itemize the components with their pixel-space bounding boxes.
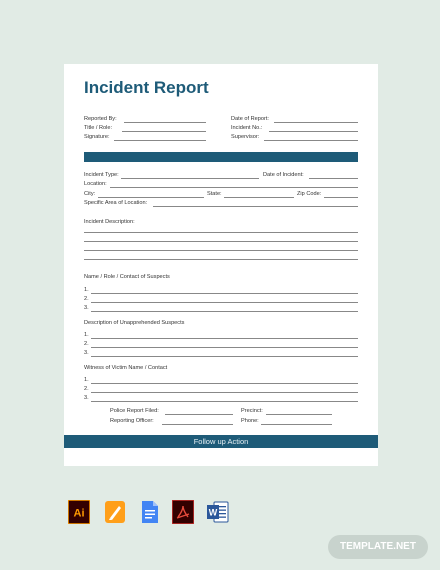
city-label: City: [84,191,96,197]
incident-type-label: Incident Type: [84,172,119,178]
signature-line[interactable] [114,140,206,141]
police-report-filed-label: Police Report Filed: [110,408,159,414]
description-line[interactable] [84,250,358,251]
suspect-line[interactable] [91,302,358,303]
list-number: 2. [84,296,89,302]
phone-label: Phone: [241,418,259,424]
section-bar [84,152,358,162]
zip-code-line[interactable] [324,197,358,198]
illustrator-icon[interactable] [68,500,90,524]
list-number: 3. [84,350,89,356]
date-of-report-line[interactable] [274,122,358,123]
svg-text:W: W [208,507,218,518]
suspect-line[interactable] [91,311,358,312]
title-role-label: Title / Role: [84,125,113,131]
location-label: Location: [84,181,107,187]
incident-description-label: Incident Description: [84,219,135,225]
list-number: 3. [84,395,89,401]
reporting-officer-label: Reporting Officer: [110,418,154,424]
supervisor-label: Supervisor: [231,134,260,140]
list-number: 3. [84,305,89,311]
unapprehended-label: Description of Unapprehended Suspects [84,320,185,326]
pdf-icon[interactable] [172,500,194,524]
pages-icon[interactable] [104,500,126,524]
specific-area-label: Specific Area of Location: [84,200,148,206]
reported-by-line[interactable] [124,122,206,123]
date-of-report-label: Date of Report: [231,116,269,122]
incident-no-label: Incident No.: [231,125,263,131]
word-icon[interactable] [206,500,228,524]
title-role-line[interactable] [122,131,206,132]
suspects-label: Name / Role / Contact of Suspects [84,274,170,280]
list-number: 1. [84,377,89,383]
list-number: 1. [84,287,89,293]
svg-text:Ai: Ai [73,507,85,520]
witness-line[interactable] [91,392,358,393]
witness-label: Witness of Victim Name / Contact [84,365,168,371]
supervisor-line[interactable] [264,140,358,141]
description-line[interactable] [84,232,358,233]
location-line[interactable] [110,187,358,188]
date-of-incident-line[interactable] [309,178,358,179]
precinct-line[interactable] [266,414,332,415]
unapprehended-line[interactable] [91,338,358,339]
state-label: State: [207,191,222,197]
template-net-badge[interactable]: TEMPLATE.NET [328,535,428,559]
incident-no-line[interactable] [269,131,358,132]
date-of-incident-label: Date of Incident: [263,172,304,178]
report-document [64,64,378,466]
page-title: Incident Report [84,78,209,97]
signature-label: Signature: [84,134,110,140]
list-number: 2. [84,386,89,392]
witness-line[interactable] [91,401,358,402]
follow-up-action-bar: Follow up Action [64,435,378,448]
state-line[interactable] [224,197,294,198]
incident-type-line[interactable] [121,178,259,179]
zip-code-label: Zip Code: [297,191,322,197]
police-report-filed-line[interactable] [165,414,233,415]
list-number: 1. [84,332,89,338]
reporting-officer-line[interactable] [162,424,233,425]
description-line[interactable] [84,259,358,260]
city-line[interactable] [98,197,204,198]
specific-area-line[interactable] [153,206,358,207]
description-line[interactable] [84,241,358,242]
list-number: 2. [84,341,89,347]
suspect-line[interactable] [91,293,358,294]
reported-by-label: Reported By: [84,116,117,122]
phone-line[interactable] [261,424,332,425]
witness-line[interactable] [91,383,358,384]
google-docs-icon[interactable] [139,500,161,524]
unapprehended-line[interactable] [91,356,358,357]
unapprehended-line[interactable] [91,347,358,348]
precinct-label: Precinct: [241,408,263,414]
